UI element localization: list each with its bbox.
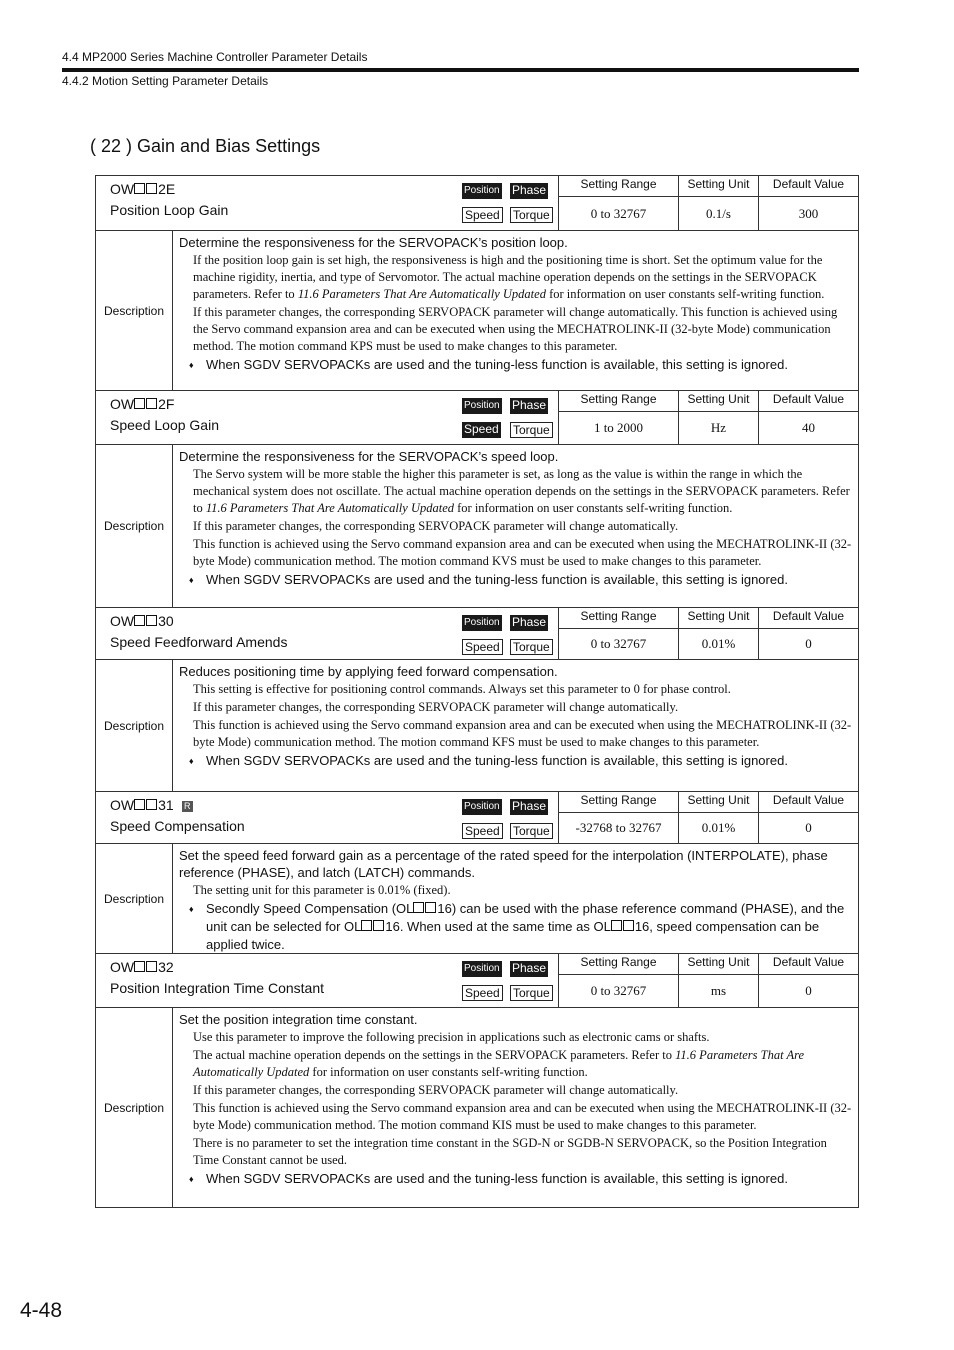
setting-unit-value: ms [679, 975, 759, 1007]
parameter-header [96, 608, 858, 660]
description-body [173, 231, 858, 390]
description-paragraph: If this parameter changes, the corresponding SERVOPACK parameter will change automatically. [193, 1083, 679, 1097]
parameter-description [96, 231, 858, 391]
parameter-description [96, 844, 858, 954]
parameter-identity [96, 792, 559, 843]
parameter-code: OW 2F [110, 396, 175, 412]
setting-default-value: 0 [805, 983, 812, 998]
column-header-unit: Setting Unit [679, 176, 759, 196]
mode-tag-phase: Phase [512, 183, 547, 197]
parameter-identity [96, 391, 559, 444]
settings-value-row [559, 629, 858, 659]
description-body [173, 1008, 858, 1207]
description-paragraph: The setting unit for this parameter is 0.01% (fixed). [193, 883, 451, 897]
header-subsection: 4.4.2 Motion Setting Parameter Details [62, 74, 269, 88]
mode-tag-phase: Phase [512, 799, 547, 813]
setting-range-value: 1 to 2000 [559, 412, 679, 444]
column-header-range: Setting Range [559, 391, 679, 411]
setting-range-value: 0 to 32767 [559, 629, 679, 659]
parameter-description [96, 445, 858, 608]
description-paragraph: There is no parameter to set the integration time constant in the SGD-N or SGDB-N SERVOPACK, so the Position Integration Time Constant cannot be used. [193, 1136, 827, 1167]
description-label: Description [96, 844, 173, 953]
header-section: 4.4 MP2000 Series Machine Controller Parameter Details [62, 50, 368, 64]
settings-header-row [559, 176, 858, 197]
description-body [173, 660, 858, 791]
description-note: ♦ When SGDV SERVOPACKs are used and the tuning-less function is available, this setting is ignored. [189, 1170, 852, 1188]
description-note: ♦ Secondly Speed Compensation (OL 16) can be used with the phase reference command (PHASE), and the unit can be selected for OL 16. When used at the same time as OL 16, speed compensation can be applied twice. [189, 900, 852, 954]
mode-tag-torque: Torque [510, 823, 553, 839]
column-header-range: Setting Range [559, 608, 679, 628]
settings-value-row [559, 813, 858, 843]
mode-tag-position: Position [462, 799, 502, 815]
setting-default-value: 40 [802, 420, 815, 435]
mode-tag-position: Position [462, 398, 502, 414]
description-lead: Reduces positioning time by applying feed forward compensation. [179, 664, 558, 679]
column-header-range: Setting Range [559, 176, 679, 196]
column-header-unit: Setting Unit [679, 792, 759, 812]
description-label: Description [96, 445, 173, 607]
page-number: 4-48 [20, 1299, 63, 1322]
settings-value-row [559, 197, 858, 230]
parameter-name: Position Integration Time Constant [110, 980, 325, 996]
column-header-default: Default Value [772, 793, 845, 807]
description-paragraph: If this parameter changes, the corresponding SERVOPACK parameter will change automatically. This function is achieved using the Servo command expansion area and can be executed when using the MECHATROLINK-II (32-byte Mode) communication method. The motion command KPS must be used to make changes to this parameter. [193, 305, 838, 353]
settings-header-row [559, 608, 858, 629]
parameter-name: Position Loop Gain [110, 202, 229, 218]
description-lead: Set the position integration time constant. [179, 1012, 418, 1027]
column-header-unit: Setting Unit [679, 391, 759, 411]
column-header-range: Setting Range [559, 954, 679, 974]
mode-tag-speed: Speed [462, 823, 503, 839]
reserved-badge-icon: R [182, 801, 193, 812]
parameter-name: Speed Compensation [110, 818, 245, 834]
setting-default-value: 0 [805, 820, 812, 835]
description-lead: Set the speed feed forward gain as a percentage of the rated speed for the interpolation (INTERPOLATE), phase reference (PHASE), and latch (LATCH) commands. [179, 848, 828, 880]
mode-tag-position: Position [462, 615, 502, 631]
parameter-name: Speed Feedforward Amends [110, 634, 288, 650]
description-note: ♦ When SGDV SERVOPACKs are used and the tuning-less function is available, this setting is ignored. [189, 752, 852, 770]
parameter-settings [559, 792, 858, 843]
parameter-identity [96, 954, 559, 1007]
mode-tag-torque: Torque [510, 639, 553, 655]
setting-default-value: 300 [798, 205, 819, 221]
parameter-header [96, 954, 858, 1008]
parameter-header [96, 792, 858, 844]
setting-unit-value: 0.1/s [679, 197, 759, 230]
setting-unit-value: 0.01% [679, 813, 759, 843]
mode-tag-speed: Speed [462, 639, 503, 655]
column-header-range: Setting Range [559, 792, 679, 812]
description-body [173, 445, 858, 607]
section-title: ( 22 ) Gain and Bias Settings [90, 136, 321, 156]
parameter-name: Speed Loop Gain [110, 417, 219, 433]
description-paragraph: If this parameter changes, the corresponding SERVOPACK parameter will change automatically. [193, 700, 679, 714]
setting-range-value: 0 to 32767 [559, 197, 679, 230]
mode-tag-phase: Phase [512, 961, 547, 975]
description-label: Description [96, 231, 173, 390]
description-lead: Determine the responsiveness for the SERVOPACK’s position loop. [179, 235, 568, 250]
mode-tag-phase: Phase [512, 398, 547, 412]
parameter-code: OW 30 [110, 613, 174, 629]
parameter-code: OW 32 [110, 959, 174, 975]
description-paragraph: If the position loop gain is set high, the responsiveness is high and the positioning time is short. Set the optimum value for the machine rigidity, inertia, and type of Servomotor. The actual machine operation depends on the settings in the SERVOPACK parameters. Refer to 11.6 Parameters That Are Automatically Updated for information on user constants self-writing function. [193, 253, 825, 301]
column-header-default: Default Value [772, 955, 845, 969]
description-body [173, 844, 858, 953]
description-paragraph: This setting is effective for positioning control commands. Always set this parameter to 0 for phase control. [193, 682, 731, 696]
description-paragraph: Use this parameter to improve the following precision in applications such as electronic cams or shafts. [193, 1030, 710, 1044]
column-header-default: Default Value [772, 609, 845, 623]
parameter-description [96, 1008, 858, 1207]
description-note: ♦ When SGDV SERVOPACKs are used and the tuning-less function is available, this setting is ignored. [189, 356, 852, 374]
parameter-code: OW 2E [110, 181, 176, 197]
parameter-settings [559, 391, 858, 444]
description-note: ♦ When SGDV SERVOPACKs are used and the tuning-less function is available, this setting is ignored. [189, 571, 852, 589]
description-paragraph: This function is achieved using the Servo command expansion area and can be executed when using the MECHATROLINK-II (32-byte Mode) communication method. The motion command KVS must be used to make changes to this parameter. [193, 537, 852, 568]
parameter-settings [559, 954, 858, 1007]
parameter-code: OW 31 R [110, 797, 193, 813]
description-paragraph: This function is achieved using the Servo command expansion area and can be executed when using the MECHATROLINK-II (32-byte Mode) communication method. The motion command KIS must be used to make changes to this parameter. [193, 1101, 852, 1132]
description-paragraph: This function is achieved using the Servo command expansion area and can be executed when using the MECHATROLINK-II (32-byte Mode) communication method. The motion command KFS must be used to make changes to this parameter. [193, 718, 852, 749]
mode-tag-phase: Phase [512, 615, 547, 629]
setting-range-value: 0 to 32767 [559, 975, 679, 1007]
setting-default-value: 0 [805, 636, 812, 651]
description-label: Description [96, 660, 173, 791]
parameter-description [96, 660, 858, 792]
parameter-settings [559, 176, 858, 230]
mode-tag-speed: Speed [464, 422, 499, 436]
setting-unit-value: Hz [679, 412, 759, 444]
column-header-unit: Setting Unit [679, 954, 759, 974]
parameter-table [95, 175, 859, 1208]
settings-value-row [559, 975, 858, 1007]
mode-tag-torque: Torque [510, 422, 553, 438]
column-header-default: Default Value [772, 177, 845, 191]
description-lead: Determine the responsiveness for the SERVOPACK’s speed loop. [179, 449, 559, 464]
description-paragraph: If this parameter changes, the corresponding SERVOPACK parameter will change automatically. [193, 519, 679, 533]
description-paragraph: The actual machine operation depends on the settings in the SERVOPACK parameters. Refer to 11.6 Parameters That Are Automatically Updated for information on user constants self-writing function. [193, 1048, 805, 1079]
mode-tag-position: Position [462, 183, 502, 199]
settings-header-row [559, 954, 858, 975]
description-paragraph: The Servo system will be more stable the higher this parameter is set, as long as the value is within the range in which the mechanical system does not oscillate. The actual machine operation depends on the settings in the SERVOPACK parameters. Refer to 11.6 Parameters That Are Automatically Updated for information on user constants self-writing function. [193, 467, 850, 515]
parameter-header [96, 391, 858, 445]
mode-tag-speed: Speed [462, 985, 503, 1001]
mode-tag-speed: Speed [462, 207, 503, 223]
setting-range-value: -32768 to 32767 [559, 813, 679, 843]
mode-tag-torque: Torque [510, 985, 553, 1001]
settings-value-row [559, 412, 858, 444]
description-label: Description [96, 1008, 173, 1207]
column-header-default: Default Value [772, 392, 845, 406]
settings-header-row [559, 391, 858, 412]
settings-header-row [559, 792, 858, 813]
mode-tag-torque: Torque [510, 207, 553, 223]
parameter-identity [96, 176, 559, 230]
setting-unit-value: 0.01% [679, 629, 759, 659]
column-header-unit: Setting Unit [679, 608, 759, 628]
mode-tag-position: Position [462, 961, 502, 977]
parameter-settings [559, 608, 858, 659]
parameter-header [96, 176, 858, 231]
parameter-identity [96, 608, 559, 659]
header-rule [62, 68, 859, 72]
